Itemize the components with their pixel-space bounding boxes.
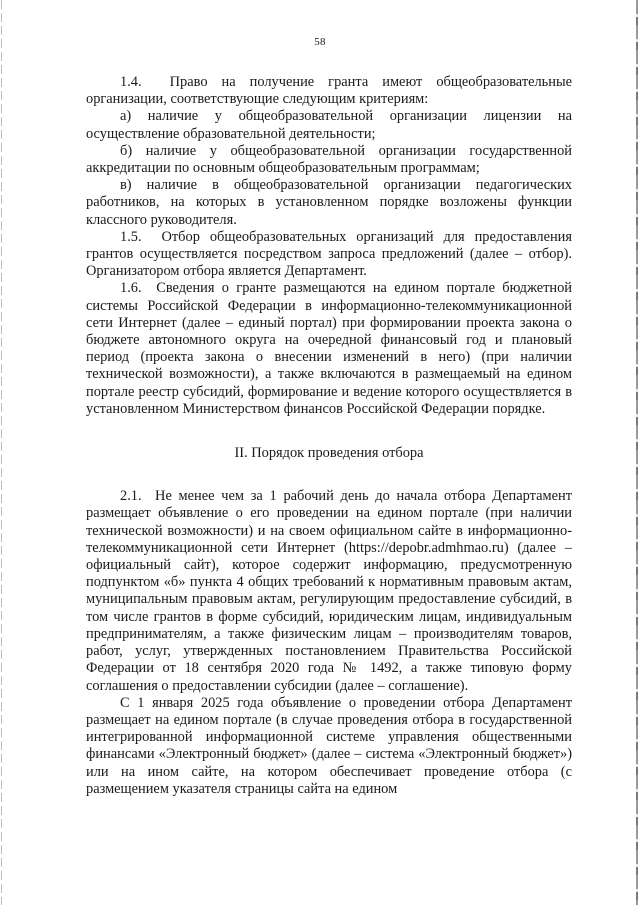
paragraph-1-5: 1.5. Отбор общеобразовательных организаций для предоставления грантов осуществляется посредством запроса предложений (далее – отбор). Организатором отбора является Департамент. <box>86 228 572 280</box>
paragraph-1-4-a: а) наличие у общеобразовательной организации лицензии на осуществление образовательной деятельности; <box>86 108 572 142</box>
paragraph-1-4-b: б) наличие у общеобразовательной организации государственной аккредитации по основным общеобразовательным программам; <box>86 142 572 177</box>
paragraph-2-1-cont: С 1 января 2025 года объявление о проведении отбора Департамент размещает на едином портале (в случае проведения отбора в государственной интегрированной информационной системе управления общественными финансами «Электронный бюджет» (далее – система «Электронный бюджет») или на ином сайте, на котором обеспечивает проведение отбора (с размещением указателя страницы сайта на едином <box>86 694 572 797</box>
paragraph-1-6: 1.6. Сведения о гранте размещаются на едином портале бюджетной системы Российской Федерации в информационно-телекоммуникационной сети Интернет (далее – единый портал) при формировании проекта закона о бюджете автономного округа на очередной финансовый год и плановый период (проекта закона о внесении изменений в него) (при наличии технической возможности), а также включаются в размещаемый на едином портале реестр субсидий, формирование и ведение которого осуществляется в установленном Министерством финансов Российской Федерации порядке. <box>86 280 572 417</box>
page-number: 58 <box>314 36 326 48</box>
scan-right-edge <box>636 0 638 905</box>
paragraph-2-1: 2.1. Не менее чем за 1 рабочий день до начала отбора Департамент размещает объявление о его проведении на едином портале (при наличии технической возможности) и на своем официальном сайте в информационно-телекоммуникационной сети Интернет (https://depobr.admhmao.ru) (далее – официальный сайт), которое содержит информацию, предусмотренную подпунктом «б» пункта 4 общих требований к нормативным правовым актам, муниципальным правовым актам, регулирующим предоставление субсидий, в том числе грантов в форме субсидий, юридическим лицам, индивидуальным предпринимателям, а также физическим лицам – производителям товаров, работ, услуг, утвержденных постановлением Правительства Российской Федерации от 18 сентября 2020 года № 1492, а также типовую форму соглашения о предоставлении субсидии (далее – соглашение). <box>86 488 572 694</box>
document-body <box>86 74 572 798</box>
section-heading: II. Порядок проведения отбора <box>234 445 424 462</box>
paragraph-1-4-v: в) наличие в общеобразовательной организации педагогических работников, на которых в установленном порядке возложены функции классного руководителя. <box>86 177 572 228</box>
paragraph-1-4: 1.4. Право на получение гранта имеют общеобразовательные организации, соответствующие следующим критериям: <box>86 74 572 108</box>
scan-left-edge <box>1 0 2 905</box>
